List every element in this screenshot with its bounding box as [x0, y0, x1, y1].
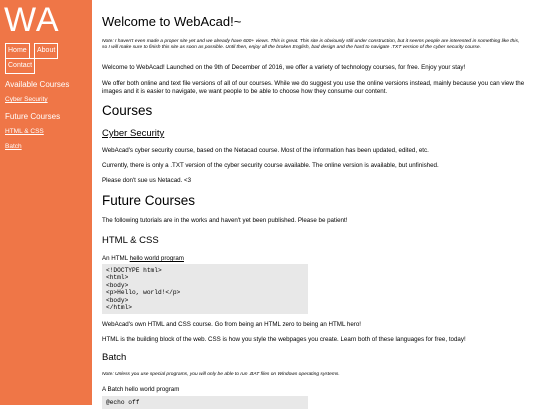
batch-code-block: @echo off — [102, 396, 308, 409]
nav-home-button[interactable]: Home — [5, 43, 30, 59]
courses-heading: Courses — [102, 103, 153, 118]
page-title: Welcome to WebAcad!~ — [102, 14, 242, 29]
html-example-prefix: An HTML — [102, 255, 130, 262]
site-note: Note: I haven't even made a proper site yet and we already have 600+ views. This is great. This site is obviously still under construction, but it seems people are interested in something like this, so I will make sure to finish this site as soon as possible. Until then, enjoy all the broken English, bad design and the hard to navigate .TXT version of the cyber security course. — [102, 39, 520, 50]
available-courses-heading: Available Courses — [5, 80, 70, 89]
sidebar — [0, 0, 92, 405]
future-courses-title: Future Courses — [102, 193, 196, 208]
batch-note: Note: Unless you use special programs, you will only be able to run .BAT files on Windows operating systems. — [102, 372, 340, 377]
html-paragraph-1: WebAcad's own HTML and CSS course. Go from being an HTML zero to being an HTML hero! — [102, 321, 361, 328]
html-hello-world-link[interactable]: hello world program — [129, 255, 184, 262]
cyber-paragraph-1: WebAcad's cyber security course, based on the Netacad course. Most of the information has been updated, edited, etc. — [102, 147, 429, 154]
future-courses-heading: Future Courses — [5, 112, 61, 121]
intro-paragraph-2: We offer both online and text file versions of all of our courses. While we do suggest you use the online versions instead, mainly because you can view the images and it is easier to navigate, we want people to be able to choose how they consume our content. — [102, 80, 525, 95]
html-code-block: <!DOCTYPE html> <html> <body> <p>Hello, world!</p> <body> </html> — [102, 264, 308, 314]
sidebar-link-html-css[interactable]: HTML & CSS — [5, 128, 44, 135]
cyber-paragraph-3: Please don't sue us Netacad. <3 — [102, 177, 192, 184]
sidebar-link-batch[interactable]: Batch — [5, 143, 22, 150]
nav-about-button[interactable]: About — [34, 43, 58, 59]
html-example-caption — [102, 255, 530, 263]
cyber-paragraph-2: Currently, there is only a .TXT version of the cyber security course available. The online version is available, but unfinished. — [102, 162, 439, 169]
sidebar-link-cyber-security[interactable]: Cyber Security — [5, 96, 48, 103]
cyber-security-link[interactable]: Cyber Security — [102, 128, 165, 139]
site-logo[interactable]: WA — [4, 1, 60, 39]
nav-contact-button[interactable]: Contact — [5, 58, 35, 74]
intro-paragraph-1: Welcome to WebAcad! Launched on the 9th of December of 2016, we offer a variety of technology courses, for free. Enjoy your stay! — [102, 64, 466, 71]
html-css-heading: HTML & CSS — [102, 235, 159, 246]
future-paragraph: The following tutorials are in the works and haven't yet been published. Please be patient! — [102, 217, 348, 224]
html-paragraph-2: HTML is the building block of the web. CSS is how you style the webpages you create. Learn both of these languages for free, today! — [102, 336, 466, 343]
batch-heading: Batch — [102, 352, 127, 363]
batch-example-caption: A Batch hello world program — [102, 386, 180, 393]
